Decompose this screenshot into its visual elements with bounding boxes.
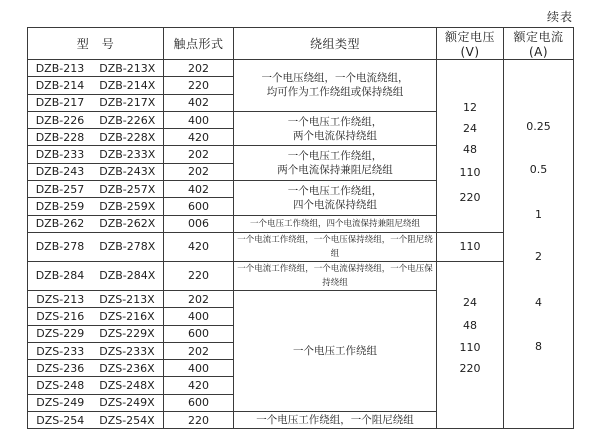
model-number: DZS-229	[36, 327, 85, 341]
winding-line: 一个电压工作绕组，四个电流保持兼阻尼绕组	[249, 218, 420, 229]
voltage-value: 220	[459, 361, 481, 375]
model-number-variant: DZB-217X	[99, 96, 156, 110]
model-number-variant: DZB-226X	[99, 113, 156, 127]
contact-form-cell: 600	[164, 198, 234, 215]
contact-form-cell: 400	[164, 111, 234, 128]
model-number: DZB-226	[35, 113, 85, 127]
winding-type-cell	[234, 60, 437, 112]
winding-type-cell	[234, 215, 437, 232]
model-cell	[28, 412, 164, 429]
model-cell	[28, 394, 164, 411]
spec-table	[27, 27, 574, 429]
winding-line: 一个电压工作绕组，一个阻尼绕组	[256, 414, 414, 427]
contact-form-cell: 420	[164, 232, 234, 261]
contact-form-cell: 220	[164, 412, 234, 429]
model-number: DZS-213	[36, 292, 85, 306]
header-rated-current: 额定电流(A)	[504, 28, 574, 60]
voltage-value: 48	[463, 143, 477, 156]
model-number-variant: DZB-233X	[99, 148, 156, 162]
contact-form-cell: 202	[164, 60, 234, 77]
winding-line: 一个电流工作绕组，一个电压保持绕组，一个阻尼绕组	[237, 234, 433, 259]
winding-line: 一个电压工作绕组，	[287, 150, 383, 163]
contact-form-cell: 420	[164, 129, 234, 146]
model-number-variant: DZS-248X	[99, 379, 155, 393]
model-number-variant: DZS-229X	[99, 327, 155, 341]
winding-line: 均可作为工作绕组或保持绕组	[266, 86, 404, 99]
winding-line: 两个电流保持绕组	[293, 129, 377, 142]
winding-type-cell	[234, 412, 437, 429]
voltage-value: 12	[463, 101, 477, 114]
model-number: DZB-213	[35, 61, 85, 75]
contact-form-cell: 202	[164, 146, 234, 163]
table-row	[28, 60, 574, 77]
voltage-value: 24	[463, 122, 477, 135]
table-row	[28, 232, 574, 261]
model-number-variant: DZS-213X	[99, 292, 155, 306]
contact-form-cell: 600	[164, 325, 234, 342]
model-number: DZB-262	[35, 217, 85, 231]
model-number: DZB-217	[35, 96, 85, 110]
model-number: DZB-284	[35, 269, 85, 283]
model-cell	[28, 325, 164, 342]
current-value: 4	[535, 296, 542, 309]
winding-line: 一个电流工作绕组，一个电流保持绕组，一个电压保持绕组	[237, 263, 433, 288]
winding-type-cell	[234, 181, 437, 216]
model-cell	[28, 261, 164, 290]
model-cell	[28, 146, 164, 163]
model-cell	[28, 111, 164, 128]
model-cell	[28, 377, 164, 394]
contact-form-cell: 220	[164, 77, 234, 94]
header-rated-voltage: 额定电压(V)	[437, 28, 504, 60]
winding-type-cell	[234, 111, 437, 146]
winding-line: 一个电压绕组，一个电流绕组，	[261, 72, 409, 85]
current-value: 0.25	[526, 120, 551, 133]
table-row	[28, 261, 574, 290]
model-number: DZS-248	[36, 379, 85, 393]
model-number-variant: DZS-254X	[99, 413, 155, 427]
winding-line: 一个电压工作绕组，	[287, 115, 383, 128]
winding-type-cell	[234, 232, 437, 261]
model-cell	[28, 163, 164, 180]
rated-voltage-cell	[437, 60, 504, 233]
model-number-variant: DZB-214X	[99, 78, 156, 92]
model-number: DZB-233	[35, 148, 85, 162]
model-number: DZS-216	[36, 309, 85, 323]
contact-form-cell: 202	[164, 290, 234, 307]
model-number-variant: DZB-284X	[99, 269, 156, 283]
rated-voltage-cell	[437, 261, 504, 428]
model-number: DZB-243	[35, 165, 85, 179]
contact-form-cell: 402	[164, 181, 234, 198]
model-number: DZB-214	[35, 78, 85, 92]
model-number: DZS-236	[36, 361, 85, 375]
voltage-value: 48	[463, 318, 477, 332]
header-model: 型 号	[28, 28, 164, 60]
contact-form-cell: 400	[164, 360, 234, 377]
winding-line: 四个电流保持绕组	[293, 198, 377, 211]
winding-type-cell	[234, 261, 437, 290]
contact-form-cell: 400	[164, 308, 234, 325]
model-cell	[28, 181, 164, 198]
winding-line: 两个电流保持兼阻尼绕组	[277, 164, 393, 177]
model-cell	[28, 198, 164, 215]
model-cell	[28, 360, 164, 377]
voltage-value: 220	[459, 191, 481, 204]
model-cell	[28, 77, 164, 94]
winding-type-cell	[234, 290, 437, 411]
model-cell	[28, 308, 164, 325]
contact-form-cell: 402	[164, 94, 234, 111]
model-number: DZS-249	[36, 396, 85, 410]
model-cell	[28, 94, 164, 111]
header-winding-type: 绕组类型	[234, 28, 437, 60]
model-cell	[28, 60, 164, 77]
model-number-variant: DZB-278X	[99, 240, 156, 254]
model-number-variant: DZS-236X	[99, 361, 155, 375]
model-number: DZB-228	[35, 130, 85, 144]
model-number: DZS-254	[36, 413, 85, 427]
spec-table-body	[28, 60, 574, 429]
current-value: 1	[535, 208, 542, 221]
model-number-variant: DZS-249X	[99, 396, 155, 410]
model-cell	[28, 290, 164, 307]
winding-type-cell	[234, 146, 437, 181]
model-number-variant: DZB-228X	[99, 130, 156, 144]
winding-line: 一个电压工作绕组，	[287, 184, 383, 197]
model-number: DZB-259	[35, 200, 85, 214]
model-number-variant: DZB-257X	[99, 182, 156, 196]
rated-current-cell	[504, 60, 574, 429]
contact-form-cell: 600	[164, 394, 234, 411]
model-number: DZS-233	[36, 344, 85, 358]
header-row	[28, 28, 574, 60]
contact-form-cell: 202	[164, 163, 234, 180]
model-number-variant: DZS-216X	[99, 309, 155, 323]
contact-form-cell: 220	[164, 261, 234, 290]
model-cell	[28, 232, 164, 261]
model-number: DZB-257	[35, 182, 85, 196]
current-value: 8	[535, 340, 542, 353]
voltage-value: 24	[463, 295, 477, 309]
current-value: 2	[535, 250, 542, 263]
model-cell	[28, 129, 164, 146]
model-number-variant: DZB-243X	[99, 165, 156, 179]
header-contact-form: 触点形式	[164, 28, 234, 60]
model-cell	[28, 215, 164, 232]
model-number-variant: DZS-233X	[99, 344, 155, 358]
continued-label: 续表	[546, 10, 573, 24]
contact-form-cell: 006	[164, 215, 234, 232]
contact-form-cell: 420	[164, 377, 234, 394]
current-value: 0.5	[529, 163, 548, 176]
model-number: DZB-278	[35, 240, 85, 254]
model-number-variant: DZB-259X	[99, 200, 156, 214]
voltage-value: 110	[459, 166, 481, 179]
model-cell	[28, 342, 164, 359]
voltage-value: 110	[459, 340, 481, 354]
winding-line: 一个电压工作绕组	[293, 345, 377, 357]
rated-voltage-cell: 110	[437, 232, 504, 261]
model-number-variant: DZB-262X	[99, 217, 156, 231]
contact-form-cell: 202	[164, 342, 234, 359]
model-number-variant: DZB-213X	[99, 61, 156, 75]
